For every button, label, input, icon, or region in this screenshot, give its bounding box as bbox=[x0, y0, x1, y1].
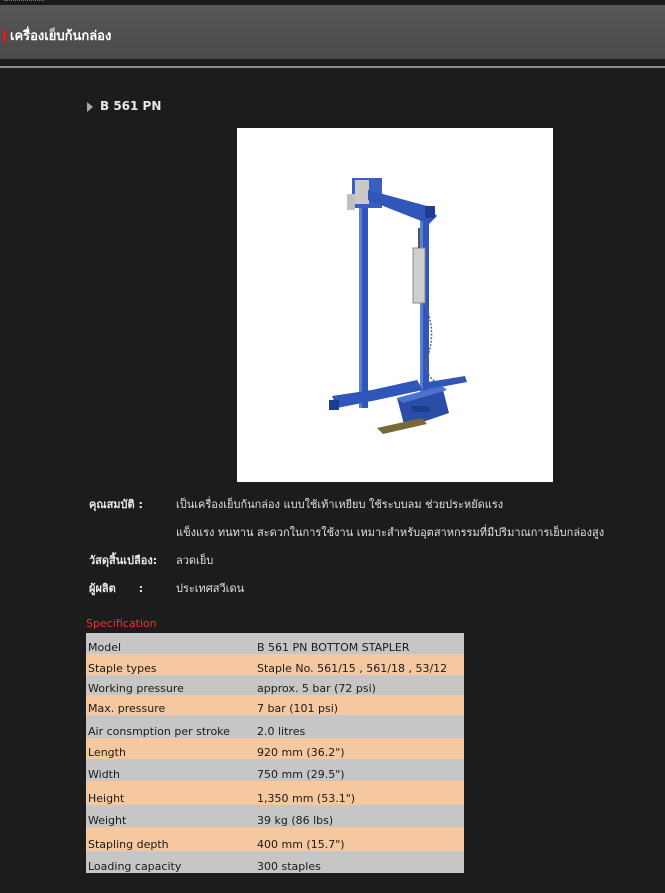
bottom-stapler-illustration bbox=[237, 128, 553, 482]
table-row bbox=[86, 781, 464, 805]
property-value-features-line2: แข็งแรง ทนทาน สะดวกในการใช้งาน เหมาะสำหรับอุตสาหกรรมที่มีปริมาณการเย็บกล่องสูง bbox=[176, 526, 605, 539]
spec-value: 750 mm (29.5") bbox=[257, 768, 345, 781]
table-row bbox=[86, 759, 464, 781]
spec-value: Staple No. 561/15 , 561/18 , 53/12 bbox=[257, 662, 448, 675]
spec-value: 2.0 litres bbox=[257, 725, 306, 738]
table-row bbox=[86, 827, 464, 851]
spec-key: Width bbox=[88, 768, 120, 781]
spec-value: 400 mm (15.7") bbox=[257, 838, 345, 851]
header-bar bbox=[0, 5, 665, 59]
header-divider bbox=[0, 66, 665, 68]
property-value-manufacturer: ประเทศสวีเดน bbox=[176, 582, 245, 595]
specification-title: Specification bbox=[86, 617, 157, 630]
spec-value: approx. 5 bar (72 psi) bbox=[257, 682, 376, 695]
triangle-right-icon bbox=[87, 102, 93, 112]
table-row bbox=[86, 715, 464, 738]
table-row bbox=[86, 654, 464, 675]
product-model-label: B 561 PN bbox=[100, 99, 162, 113]
table-row bbox=[86, 851, 464, 873]
table-row bbox=[86, 675, 464, 695]
table-row bbox=[86, 805, 464, 827]
spec-key: Height bbox=[88, 792, 125, 805]
spec-key: Model bbox=[88, 641, 122, 654]
spec-key: Max. pressure bbox=[88, 702, 166, 715]
dotted-divider bbox=[4, 0, 44, 3]
property-label-features: คุณสมบัติ : bbox=[89, 498, 143, 511]
spec-value: 1,350 mm (53.1") bbox=[257, 792, 356, 805]
property-value-features-line1: เป็นเครื่องเย็บก้นกล่อง แบบใช้เท้าเหยียบ ใช้ระบบลม ช่วยประหยัดแรง bbox=[176, 498, 504, 511]
table-row bbox=[86, 738, 464, 759]
header-accent-marker bbox=[3, 30, 6, 42]
spec-key: Staple types bbox=[88, 662, 157, 675]
spec-value: 39 kg (86 lbs) bbox=[257, 814, 334, 827]
page-title: เครื่องเย็บก้นกล่อง bbox=[10, 29, 112, 44]
spec-value: B 561 PN BOTTOM STAPLER bbox=[257, 641, 410, 654]
product-image bbox=[237, 128, 553, 482]
property-label-consumables: วัสดุสิ้นเปลือง: bbox=[89, 554, 158, 567]
spec-key: Air consmption per stroke bbox=[88, 725, 230, 738]
spec-key: Weight bbox=[88, 814, 127, 827]
table-row bbox=[86, 695, 464, 715]
property-label-manufacturer: ผู้ผลิต : bbox=[89, 582, 144, 595]
spec-key: Stapling depth bbox=[88, 838, 169, 851]
spec-key: Loading capacity bbox=[88, 860, 182, 873]
table-row bbox=[86, 633, 464, 654]
spec-value: 920 mm (36.2") bbox=[257, 746, 345, 759]
spec-value: 300 staples bbox=[257, 860, 321, 873]
specification-table bbox=[86, 633, 464, 873]
spec-key: Length bbox=[88, 746, 126, 759]
spec-value: 7 bar (101 psi) bbox=[257, 702, 339, 715]
property-value-consumables: ลวดเย็บ bbox=[176, 554, 214, 567]
spec-key: Working pressure bbox=[88, 682, 184, 695]
